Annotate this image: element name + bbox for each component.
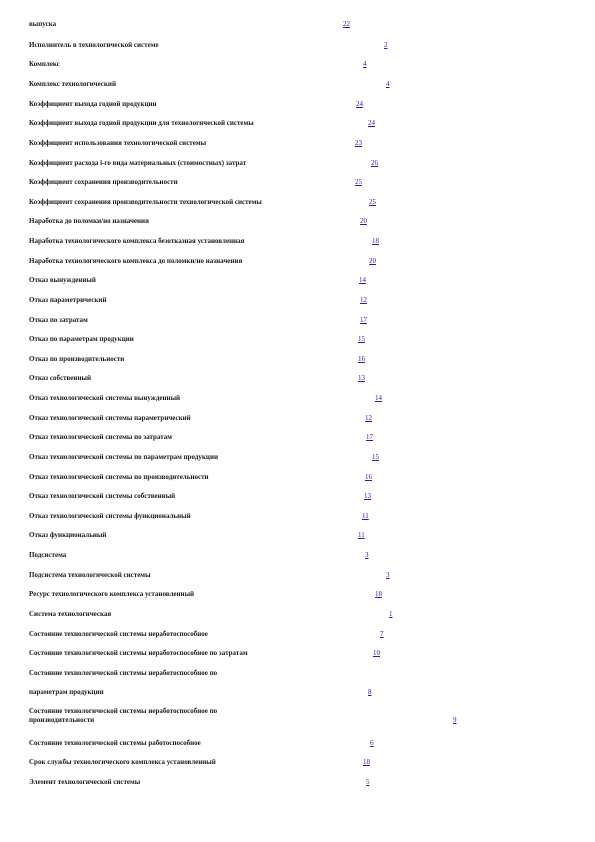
page-link[interactable]: 11 [358,531,365,539]
page-link[interactable]: 6 [370,739,374,747]
index-term: Комплекс технологический [29,80,116,88]
page-link[interactable]: 4 [386,80,390,88]
index-entry [0,492,595,504]
index-entry [0,159,595,171]
index-term: Отказ технологической системы вынужденный [29,394,181,402]
index-entry [0,296,595,308]
index-entry [0,433,595,445]
page-link[interactable]: 15 [372,453,379,461]
index-term: Исполнитель в технологической системе [29,41,159,49]
page-link[interactable]: 22 [343,20,350,28]
index-entry [0,473,595,485]
index-term: Срок службы технологического комплекса установленный [29,758,216,766]
page-link[interactable]: 14 [359,276,366,284]
index-term: Отказ технологической системы по производительности [29,473,209,481]
index-entry [0,630,595,642]
index-term: Состояние технологической системы неработоспособное по [29,707,218,715]
index-term: Отказ функциональный [29,531,107,539]
index-term: Отказ собственный [29,374,91,382]
index-term: Отказ технологической системы по параметрам продукции [29,453,219,461]
page-link[interactable]: 23 [355,139,362,147]
page-link[interactable]: 12 [365,414,372,422]
index-entry [0,316,595,328]
index-entry [0,41,595,53]
index-entry [0,394,595,406]
page-link[interactable]: 13 [364,492,371,500]
index-term: Ресурс технологического комплекса установленный [29,590,195,598]
page-link[interactable]: 5 [366,778,370,786]
page-link[interactable]: 17 [366,433,373,441]
index-term: Элемент технологической системы [29,778,141,786]
page-link[interactable]: 24 [368,119,375,127]
page-link[interactable]: 2 [384,41,388,49]
index-term: Наработка технологического комплекса безотказная установленная [29,237,245,245]
index-term: Коэффициент сохранения производительности технологической системы [29,198,262,206]
page-link[interactable]: 18 [375,590,382,598]
page-link[interactable]: 9 [453,716,457,724]
index-entry [0,80,595,92]
index-entry [0,512,595,524]
page-link[interactable]: 20 [360,217,367,225]
index-entry [0,257,595,269]
index-entry [0,590,595,602]
page-link[interactable]: 16 [358,355,365,363]
index-entry [0,198,595,210]
index-entry [0,649,595,661]
index-entry [0,139,595,151]
index-entry [0,778,595,790]
page-link[interactable]: 4 [363,60,367,68]
index-term: Комплекс [29,60,60,68]
page-link[interactable]: 3 [365,551,369,559]
page-link[interactable]: 26 [371,159,378,167]
index-term: Отказ технологической системы собственный [29,492,176,500]
index-term: Состояние технологической системы работоспособное [29,739,201,747]
index-entry [0,335,595,347]
page-link[interactable]: 18 [363,758,370,766]
index-entry [0,374,595,386]
index-entry [0,716,595,728]
index-entry [0,20,595,32]
index-entry [0,119,595,131]
index-entry [0,355,595,367]
index-entry [0,571,595,583]
page-link[interactable]: 10 [373,649,380,657]
index-term: Отказ вынужденный [29,276,96,284]
page-link[interactable]: 12 [360,296,367,304]
page-link[interactable]: 24 [356,100,363,108]
index-entry [0,453,595,465]
index-term: Состояние технологической системы неработоспособное по [29,669,218,677]
index-term: Подсистема технологической системы [29,571,151,579]
index-term: Отказ по параметрам продукции [29,335,134,343]
index-term: Наработка до поломки/но назначения [29,217,149,225]
index-term: Подсистема [29,551,67,559]
index-term: выпуска [29,20,57,28]
index-entry [0,551,595,563]
index-entry [0,739,595,751]
index-term: Коэффициент расхода i-го вида материальных (стоимостных) затрат [29,159,247,167]
page-link[interactable]: 17 [360,316,367,324]
index-term: Наработка технологического комплекса до поломки/но назначения [29,257,243,265]
index-entry [0,531,595,543]
index-term: Отказ технологической системы функциональный [29,512,191,520]
page-link[interactable]: 11 [362,512,369,520]
index-term: Коэффициент использования технологической системы [29,139,207,147]
index-term: Состояние технологической системы неработоспособное по затратам [29,649,248,657]
index-entry [0,414,595,426]
page-link[interactable]: 20 [369,257,376,265]
index-entry [0,237,595,249]
index-term: Отказ по затратам [29,316,88,324]
index-entry [0,217,595,229]
index-term: Отказ технологической системы параметрический [29,414,191,422]
index-term: Отказ технологической системы по затратам [29,433,173,441]
index-entry [0,100,595,112]
index-term: Коэффициент выхода годной продукции для технологической системы [29,119,254,127]
page-link[interactable]: 14 [375,394,382,402]
index-term: Отказ параметрический [29,296,107,304]
index-term: Коэффициент выхода годной продукции [29,100,157,108]
index-entry [0,60,595,72]
index-term: параметрам продукции [29,688,104,696]
index-entry [0,669,595,681]
page-link[interactable]: 13 [358,374,365,382]
index-term: Система технологическая [29,610,112,618]
page-link[interactable]: 8 [368,688,372,696]
page-link[interactable]: 7 [380,630,384,638]
page-link[interactable]: 25 [355,178,362,186]
index-entry [0,610,595,622]
index-entry [0,276,595,288]
index-entry [0,688,595,700]
index-term: производительности [29,716,95,724]
page-link[interactable]: 16 [365,473,372,481]
index-term: Состояние технологической системы неработоспособное [29,630,208,638]
index-entry [0,758,595,770]
index-entry [0,178,595,190]
page-link[interactable]: 18 [372,237,379,245]
index-term: Отказ по производительности [29,355,125,363]
page-link[interactable]: 1 [389,610,393,618]
page-link[interactable]: 25 [369,198,376,206]
page-link[interactable]: 15 [358,335,365,343]
index-term: Коэффициент сохранения производительности [29,178,178,186]
page-link[interactable]: 3 [386,571,390,579]
